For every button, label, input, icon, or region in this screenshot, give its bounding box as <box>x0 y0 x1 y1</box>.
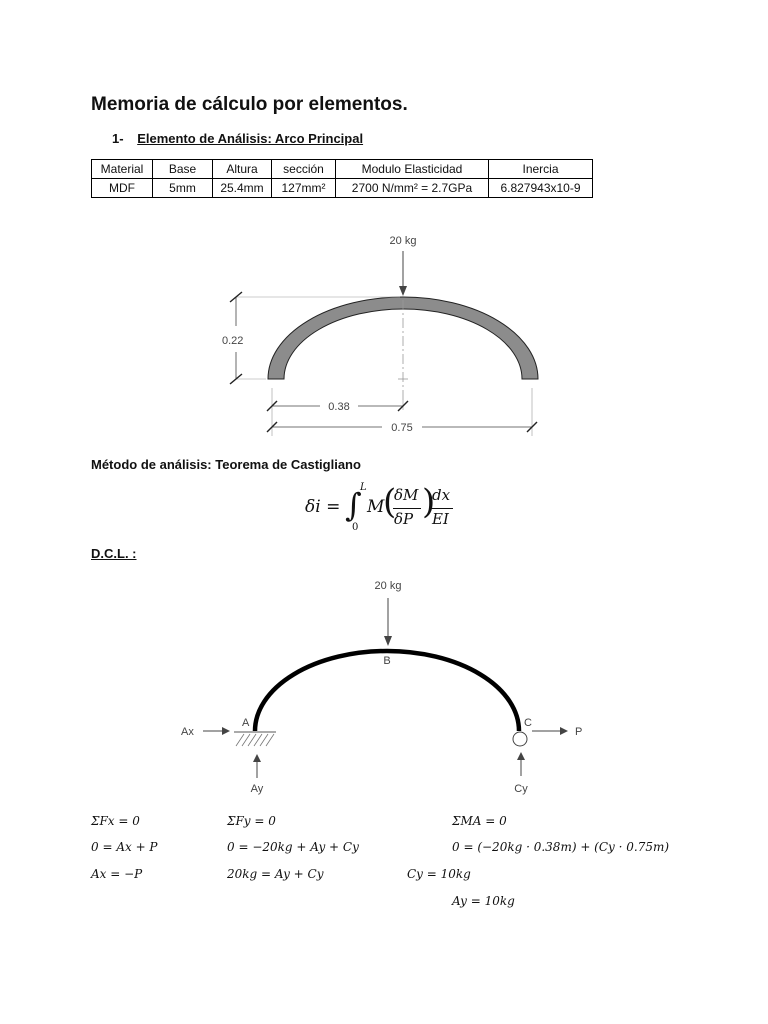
point-b-label: B <box>383 655 391 667</box>
table-header: Material <box>92 160 153 179</box>
table-header: sección <box>272 160 336 179</box>
ay-arrow-head <box>253 754 261 762</box>
span-label: 0.75 <box>391 422 413 434</box>
page-title: Memoria de cálculo por elementos. <box>91 94 408 115</box>
equation: ΣFx = 0 <box>91 814 140 828</box>
table-header: Inercia <box>489 160 593 179</box>
frac1-num: δM <box>394 486 419 504</box>
load-arrow-head <box>399 286 407 296</box>
castigliano-formula <box>305 482 475 534</box>
equation: 0 = −20kg + Ay + Cy <box>227 840 359 854</box>
arch-geometry-figure <box>0 0 768 460</box>
fixed-support <box>234 732 276 746</box>
ax-label: Ax <box>181 726 194 738</box>
formula-m: M <box>367 497 385 517</box>
load-label: 20 kg <box>374 580 402 592</box>
integral-upper-limit: L <box>360 482 367 493</box>
integral-sign: ∫ <box>345 486 362 524</box>
equation: ΣFy = 0 <box>227 814 276 828</box>
point-a-label: A <box>242 717 250 729</box>
frac2-den: EI <box>432 510 449 528</box>
method-label: Método de análisis: Teorema de Castigliano <box>91 457 361 472</box>
free-body-diagram <box>0 560 768 810</box>
frac1-bar <box>393 508 421 509</box>
integral-lower-limit: 0 <box>352 522 359 533</box>
table-cell: MDF <box>92 179 153 198</box>
frac2-bar <box>431 508 453 509</box>
table-cell: 5mm <box>153 179 213 198</box>
equation: 0 = (−20kg · 0.38m) + (Cy · 0.75m) <box>452 840 670 854</box>
table-cell: 127mm² <box>272 179 336 198</box>
equation: Ay = 10kg <box>452 894 515 908</box>
half-span-label: 0.38 <box>328 401 350 413</box>
p-label: P <box>575 726 583 738</box>
height-label: 0.22 <box>222 335 244 347</box>
equation: ΣMA = 0 <box>452 814 507 828</box>
section-label: Elemento de Análisis: Arco Principal <box>137 131 364 146</box>
table-header: Modulo Elasticidad <box>336 160 489 179</box>
load-arrow-head <box>384 636 392 646</box>
cy-label: Cy <box>514 783 528 795</box>
p-arrow-head <box>560 727 568 735</box>
table-cell: 25.4mm <box>213 179 272 198</box>
point-c-label: C <box>524 717 532 729</box>
formula-lhs: δi = <box>305 497 341 517</box>
ax-arrow-head <box>222 727 230 735</box>
ay-label: Ay <box>250 783 264 795</box>
table-cell: 6.827943x10-9 <box>489 179 593 198</box>
paren-open: ( <box>383 482 397 522</box>
equation: 20kg = Ay + Cy <box>227 867 324 881</box>
equation: Cy = 10kg <box>407 867 471 881</box>
equation: 0 = Ax + P <box>91 840 158 854</box>
cy-arrow-head <box>517 752 525 760</box>
frac2-num: dx <box>432 486 451 504</box>
roller-support <box>513 732 527 746</box>
section-number: 1- <box>112 131 124 146</box>
table-header: Base <box>153 160 213 179</box>
dcl-label: D.C.L. : <box>91 546 137 561</box>
paren-close: ) <box>422 482 436 522</box>
load-label: 20 kg <box>389 235 417 247</box>
table-cell: 2700 N/mm² = 2.7GPa <box>336 179 489 198</box>
frac1-den: δP <box>394 510 414 528</box>
equation: Ax = −P <box>91 867 143 881</box>
table-header: Altura <box>213 160 272 179</box>
